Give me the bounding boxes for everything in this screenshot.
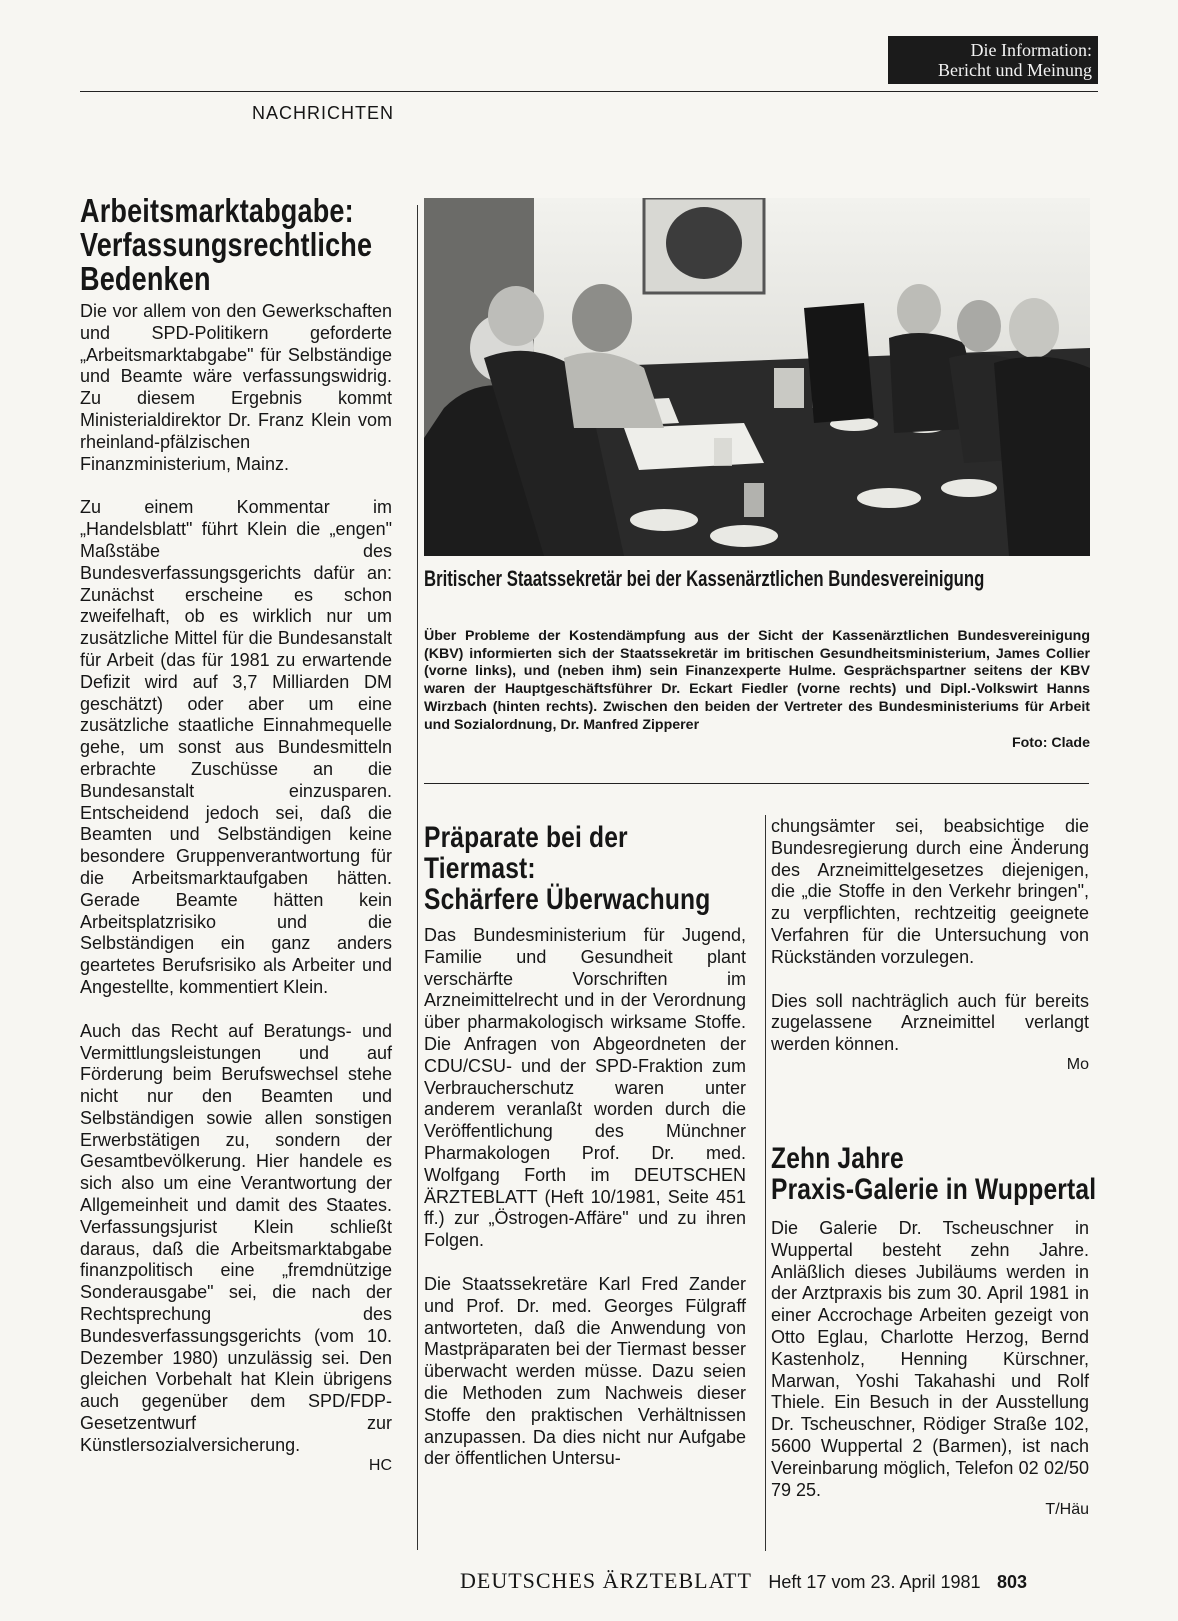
footer-page-number: 803 [996,1572,1028,1592]
article2-headline-line2: Tiermast: [424,852,536,885]
article3-headline-line2: Praxis-Galerie in Wuppertal [771,1173,1097,1206]
article1-headline [80,194,372,296]
article2-paragraph-3: chungsämter sei, beabsichtige die Bundesregierung durch eine Änderung des Arzneimittelgesetzes diejenigen, die „die Stoffe in den Verkehr bringen", zu verpflichten, rechtzeitig geeignete Verfahren für die Untersuchung von Rückständen vorzulegen. [771,816,1089,967]
article2-paragraph-1: Das Bundesministerium für Jugend, Familie und Gesundheit plant verschärfte Vorschriften im Arzneimittelrecht und in der Verordnung über pharmakologisch wirksame Stoffe. Die Anfragen von Abgeordneten der CDU/CSU- und der SPD-Fraktion zum Verbraucherschutz waren unter anderem veranlaßt worden durch die Veröffentlichung des Münchner Pharmakologen Prof. Dr. med. Wolfgang Forth im DEUTSCHEN ÄRZTEBLATT (Heft 10/1981, Seite 451 ff.) zur „Östrogen-Affäre" und zu ihren Folgen. [424,925,746,1251]
article3-paragraph-1: Die Galerie Dr. Tscheuschner in Wuppertal besteht zehn Jahre. Anläßlich dieses Jubiläums werden in der Arztpraxis bis zum 30. April 1981 in einer Accrochage Arbeiten gezeigt von Otto Eglau, Charlotte Herzog, Bernd Kastenholz, Henning Kürschner, Marwan, Yoshi Takahashi und Rolf Thiele. Ein Besuch in der Ausstellung Dr. Tscheuschner, Rödiger Straße 102, 5600 Wuppertal 2 (Barmen), ist nach Vereinbarung möglich, Telefon 02 02/50 79 25. [771,1218,1089,1500]
meeting-photo-image [424,198,1090,556]
article2-signature: Mo [1066,1055,1089,1073]
article2-headline-line1: Präparate bei der [424,821,628,854]
article2-paragraph-4: Dies soll nachträglich auch für bereits zugelassene Arzneimittel verlangt werden können. [771,990,1089,1055]
article1-body [80,301,392,1475]
section-badge [888,36,1098,84]
article1-headline-line3: Bedenken [80,260,211,297]
badge-line-1: Die Information: [970,40,1092,60]
article1-paragraph-2: Zu einem Kommentar im „Handelsblatt" führt Klein die „engen" Maßstäbe des Bundesverfassungsgerichts dafür an: Zunächst erscheine es schon zweifelhaft, ob es wirklich nur um zusätzliche Mittel für die Bundesanstalt für Arbeit (das für 1981 zu erwartende Defizit wird auf 3,7 Milliarden DM geschätzt) oder aber um eine zusätzliche staatliche Einnahmequelle gehe, um sonst aus Bundesmitteln erbrachte Zuschüsse an die Bundesanstalt einzusparen. Entscheidend jedoch sei, daß die Beamten und Selbständigen keine besondere Gruppenverantwortung für die Arbeitsmarktaufgaben hätten. Gerade Beamte hätten kein Arbeitsplatzrisiko und die Selbständigen ein ganz anders geartetes Berufsrisiko als Arbeiter und Angestellte, kommentiert Klein. [80,497,392,997]
badge-line-2: Bericht und Meinung [938,60,1092,80]
column-divider-right [765,815,766,1551]
article1-signature: HC [368,1456,392,1474]
photo-caption [424,610,1090,752]
footer-issue: Heft 17 vom 23. April 1981 [768,1572,981,1592]
photo-credit: Foto: Clade [1011,734,1090,751]
article2-body-part2 [771,816,1089,1074]
article2-headline [424,822,710,915]
header-divider [80,91,1098,92]
article1-headline-line1: Arbeitsmarktabgabe: [80,192,354,229]
page-footer [460,1568,1027,1594]
article3-headline [771,1143,1096,1205]
photo-caption-title: Britischer Staatssekretär bei der Kassenärztlichen Bundesvereinigung [424,566,985,591]
article3-body [771,1218,1089,1519]
footer-journal-name: DEUTSCHES ÄRZTEBLATT [460,1568,752,1593]
article2-paragraph-2: Die Staatssekretäre Karl Fred Zander und Prof. Dr. med. Georges Fülgraff antworteten, daß die Anwendung von Mastpräparaten bei der Tiermast besser überwacht werden müsse. Dazu seien die Methoden zum Nachweis dieser Stoffe den praktischen Verhältnissen anzupassen. Da dies nicht nur Aufgabe der öffentlichen Untersu- [424,1273,746,1469]
article1-paragraph-1: Die vor allem von den Gewerkschaften und SPD-Politikern geforderte „Arbeitsmarktabgabe" für Selbständige und Beamte wäre verfassungswidrig. Zu diesem Ergebnis kommt Ministerialdirektor Dr. Franz Klein vom rheinland-pfälzischen Finanzministerium, Mainz. [80,301,392,474]
article3-signature: T/Häu [1045,1501,1089,1519]
section-label: NACHRICHTEN [252,103,395,123]
article2-body-part1 [424,925,746,1470]
column-divider-left [417,205,418,1550]
article3-headline-line1: Zehn Jahre [771,1142,904,1175]
meeting-photo [424,198,1090,556]
photo-caption-text: Über Probleme der Kostendämpfung aus der Sicht der Kassenärztlichen Bundesvereinigung (KBV) informierten sich der Staatssekretär im britischen Gesundheitsministerium, James Collier (vorne links), und (neben ihm) sein Finanzexperte Hulme. Gesprächspartner seitens der KBV waren der Hauptgeschäftsführer Dr. Eckart Fiedler (vorne rechts) und Dipl.-Volkswirt Hanns Wirzbach (hinten rechts). Zwischen den beiden der Vertreter des Bundesministeriums für Arbeit und Sozialordnung, Dr. Manfred Zipperer [424,627,1090,733]
section-divider [424,783,1089,784]
article1-headline-line2: Verfassungsrechtliche [80,226,373,263]
article1-paragraph-3: Auch das Recht auf Beratungs- und Vermittlungsleistungen und auf Förderung beim Berufswechsel stehe nicht nur den Beamten und Selbständigen sowie allen sonstigen Erwerbstätigen zu, sondern der Gesamtbevölkerung. Hier handele es sich also um eine Verantwortung der Allgemeinheit und damit des Staates. Verfassungsjurist Klein schließt daraus, daß die Arbeitsmarktabgabe finanzpolitisch eine „fremdnützige Sonderausgabe" sei, die nach der Rechtsprechung des Bundesverfassungsgerichts (vom 10. Dezember 1980) unzulässig sei. Den gleichen Vorbehalt hat Klein übrigens auch gegenüber dem SPD/FDP-Gesetzentwurf zur Künstlersozialversicherung. [80,1020,392,1455]
article2-headline-line3: Schärfere Überwachung [424,883,711,916]
